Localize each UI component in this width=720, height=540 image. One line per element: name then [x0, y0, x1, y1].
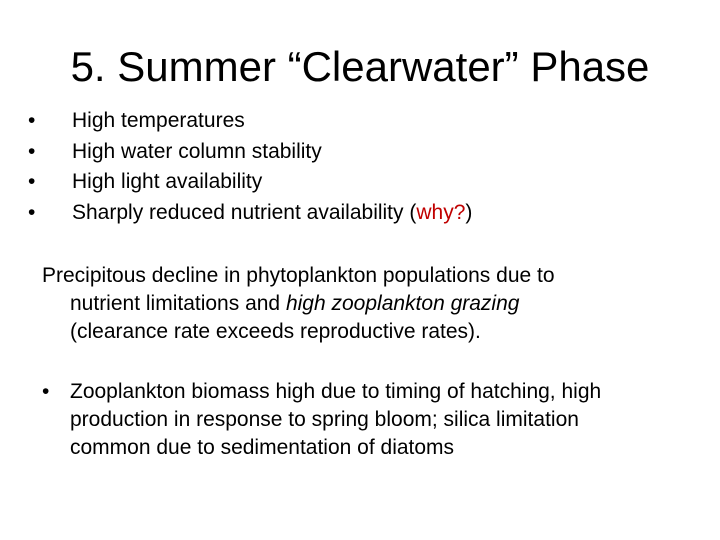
zooplankton-text: Zooplankton biomass high due to timing of hatching, high	[70, 380, 602, 403]
zooplankton-line: production in response to spring bloom; silica limitation	[70, 408, 579, 431]
bullet-item	[26, 106, 472, 137]
slide-title: 5. Summer “Clearwater” Phase	[70, 43, 650, 90]
bullet-item	[26, 137, 472, 168]
bullet-text-after: )	[465, 200, 473, 224]
bullet-text: High water column stability	[72, 139, 322, 163]
why-highlight: why?	[416, 200, 466, 224]
bullet-marker: •	[28, 109, 36, 132]
zooplankton-line: common due to sedimentation of diatoms	[70, 436, 455, 459]
paragraph-line: (clearance rate exceeds reproductive rates).	[70, 320, 481, 343]
paragraph-text: nutrient limitations and	[70, 292, 286, 315]
bullet-marker: •	[28, 170, 36, 193]
bullet-list	[26, 106, 472, 228]
bullet-text: High light availability	[72, 170, 263, 193]
paragraph-line: Precipitous decline in phytoplankton populations due to	[42, 264, 555, 287]
paragraph-line	[42, 290, 682, 318]
bullet-item	[26, 167, 472, 198]
bullet-text: High temperatures	[72, 109, 245, 132]
bullet-marker: •	[28, 139, 36, 163]
bullet-item	[26, 198, 472, 229]
zooplankton-bullet	[42, 378, 702, 462]
paragraph-emphasis: high zooplankton grazing	[285, 292, 520, 315]
bullet-marker: •	[28, 200, 36, 224]
zooplankton-line	[42, 378, 702, 406]
bullet-text-before: Sharply reduced nutrient availability (	[72, 200, 417, 224]
bullet-marker: •	[42, 380, 50, 403]
decline-paragraph	[42, 262, 682, 346]
